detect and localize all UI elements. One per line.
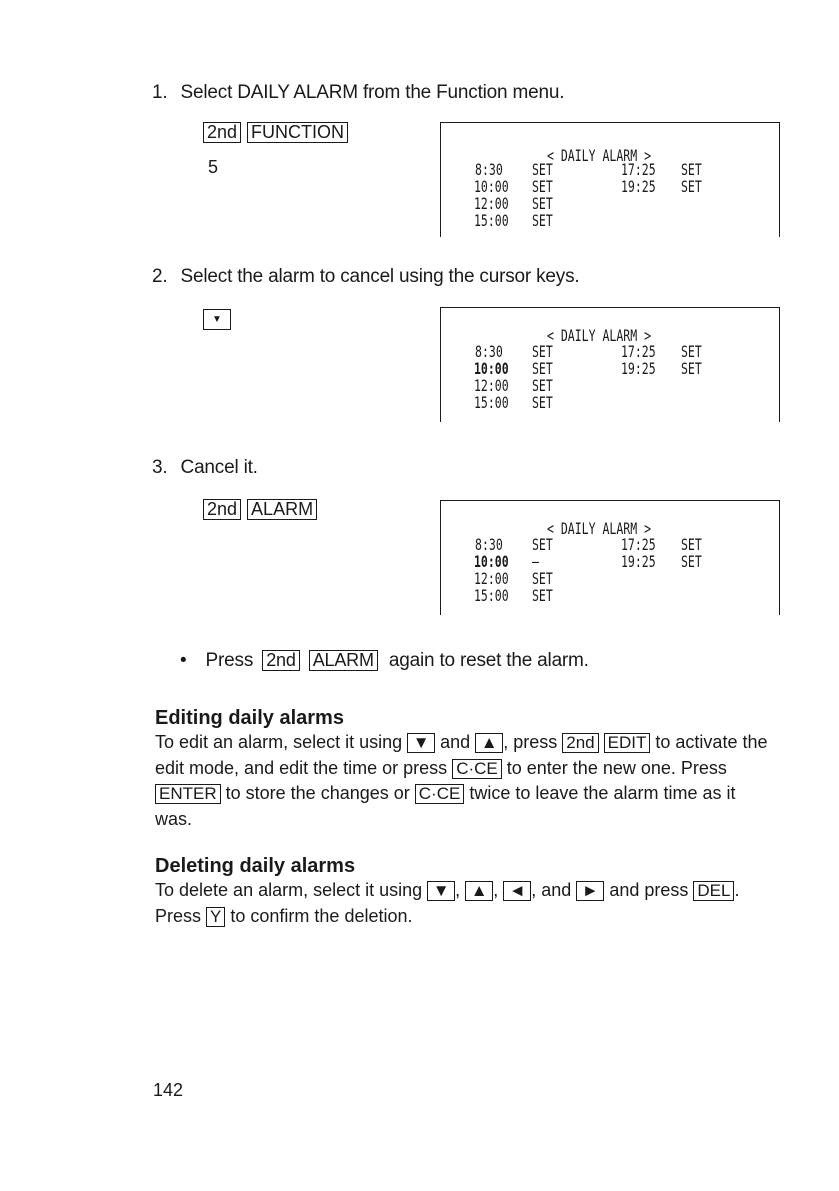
key-down-arrow: ▼ — [203, 309, 231, 330]
lcd-title: < DAILY ALARM > — [547, 519, 652, 538]
lcd-screen-3 — [440, 500, 780, 615]
lcd-selected-row: 10:00 — [474, 552, 509, 571]
lcd-status-2: SET SET — [681, 535, 702, 571]
step-number: 3. — [152, 457, 168, 478]
step-1-extra: 5 — [208, 157, 219, 177]
key-up-arrow: ▲ — [475, 733, 503, 753]
step-text: Cancel it. — [180, 457, 258, 478]
step-3-keys — [203, 499, 317, 520]
key-2nd: 2nd — [203, 122, 241, 143]
reset-bullet: • Press 2nd ALARM again to reset the alarm. — [180, 650, 589, 671]
step-2 — [152, 266, 579, 288]
key-c-ce: C·CE — [415, 784, 465, 804]
key-left-arrow: ◄ — [503, 881, 531, 901]
lcd-times-2: 17:25 19:25 — [621, 160, 656, 196]
key-2nd: 2nd — [203, 499, 241, 520]
step-number: 2. — [152, 266, 168, 287]
deleting-paragraph: To delete an alarm, select it using ▼ , ▲ , ◄ , and ► and press DEL . Press Y to confirm the deletion. — [155, 880, 740, 926]
step-text: Select DAILY ALARM from the Function menu. — [180, 82, 565, 103]
key-c-ce: C·CE — [452, 759, 502, 779]
lcd-times: 8:30 10:00 12:00 15:00 — [474, 342, 509, 412]
key-down-arrow: ▼ — [427, 881, 455, 901]
bullet-icon: • — [180, 650, 187, 671]
lcd-times: 8:30 10:00 12:00 15:00 — [474, 535, 509, 605]
key-alarm: ALARM — [309, 650, 378, 671]
step-1-keys — [203, 122, 348, 143]
key-right-arrow: ► — [576, 881, 604, 901]
lcd-status-2: SET SET — [681, 342, 702, 378]
key-edit: EDIT — [604, 733, 651, 753]
lcd-status: SET SET SET SET — [532, 160, 553, 230]
lcd-screen-2 — [440, 307, 780, 422]
step-number: 1. — [152, 82, 168, 103]
editing-heading: Editing daily alarms — [155, 707, 344, 729]
lcd-times: 8:30 10:00 12:00 15:00 — [474, 160, 509, 230]
lcd-status: SET — SET SET — [532, 535, 553, 605]
key-enter: ENTER — [155, 784, 221, 804]
lcd-selected-row: 10:00 — [474, 359, 509, 378]
page-number: 142 — [153, 1080, 184, 1100]
key-down-arrow: ▼ — [407, 733, 435, 753]
key-alarm: ALARM — [247, 499, 317, 520]
editing-paragraph: To edit an alarm, select it using ▼ and ▲ , press 2nd EDIT to activate the edit mode, and edit the time or press C·CE to enter the new one. Press ENTER to store the changes or C·CE twice to leave the alarm time as it was. — [155, 732, 768, 829]
lcd-times-2: 17:25 19:25 — [621, 342, 656, 378]
lcd-title: < DAILY ALARM > — [547, 146, 652, 165]
lcd-screen-1 — [440, 122, 780, 237]
deleting-heading: Deleting daily alarms — [155, 855, 356, 877]
key-function: FUNCTION — [247, 122, 348, 143]
lcd-status-2: SET SET — [681, 160, 702, 196]
lcd-title: < DAILY ALARM > — [547, 326, 652, 345]
key-del: DEL — [693, 881, 734, 901]
lcd-times-2: 17:25 19:25 — [621, 535, 656, 571]
key-2nd: 2nd — [262, 650, 299, 671]
step-text: Select the alarm to cancel using the cursor keys. — [180, 266, 580, 287]
step-3 — [152, 457, 258, 479]
lcd-status: SET SET SET SET — [532, 342, 553, 412]
key-y: Y — [206, 907, 225, 927]
step-1 — [152, 82, 564, 104]
step-2-keys — [203, 306, 231, 330]
key-up-arrow: ▲ — [465, 881, 493, 901]
key-2nd: 2nd — [562, 733, 598, 753]
